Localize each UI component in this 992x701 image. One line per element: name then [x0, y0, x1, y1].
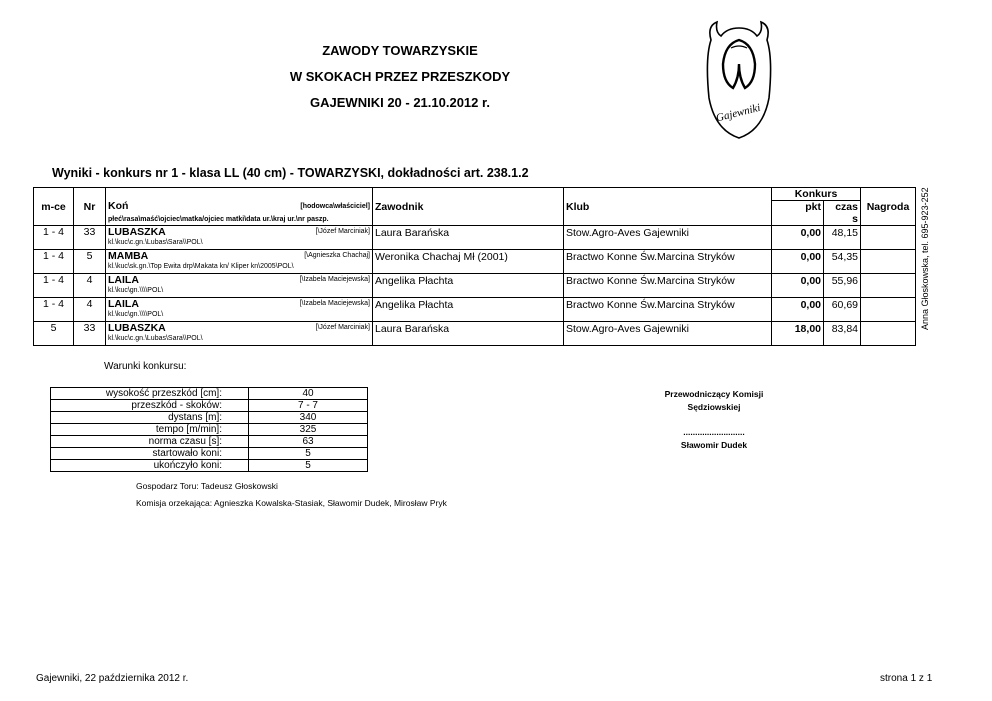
cell-horse-details: kl.\kuc\gn.\\\\POL\	[108, 287, 164, 294]
conditions-row	[51, 400, 368, 412]
condition-value: 63	[249, 436, 368, 448]
condition-key: dystans [m]:	[51, 412, 249, 424]
condition-key: startowało koni:	[51, 448, 249, 460]
page-number: strona 1 z 1	[880, 673, 933, 684]
title-line-2: W SKOKACH PRZEZ PRZESZKODY	[289, 69, 511, 84]
cell-horse-name: MAMBA	[108, 250, 149, 262]
cell-horse-name: LAILA	[108, 274, 139, 286]
condition-value: 5	[249, 448, 368, 460]
header-rider: Zawodnik	[373, 188, 564, 226]
cell-club: Bractwo Konne Św.Marcina Stryków	[564, 250, 772, 274]
cell-horse-name: LUBASZKA	[108, 322, 166, 334]
cell-horse-name: LAILA	[108, 298, 139, 310]
cell-place: 1 - 4	[34, 226, 74, 250]
cell-czas: 60,69	[824, 298, 861, 322]
results-table	[33, 187, 916, 346]
table-row	[34, 226, 916, 250]
header-nr: Nr	[74, 188, 106, 226]
cell-pkt: 18,00	[772, 322, 824, 346]
cell-czas: 55,96	[824, 274, 861, 298]
conditions-row	[51, 436, 368, 448]
cell-horse	[106, 226, 373, 250]
document-title	[250, 38, 550, 116]
cell-prize	[861, 322, 916, 346]
header-club: Klub	[564, 188, 772, 226]
header-prize: Nagroda	[861, 188, 916, 226]
cell-place: 1 - 4	[34, 274, 74, 298]
cell-czas: 48,15	[824, 226, 861, 250]
cell-owner: [\Izabela Maciejewska]	[299, 276, 370, 283]
cell-pkt: 0,00	[772, 250, 824, 274]
cell-place: 1 - 4	[34, 250, 74, 274]
condition-value: 5	[249, 460, 368, 472]
cell-horse-details: kl.\kuc\c.gn.\Lubas\Sara\\POL\	[108, 239, 203, 246]
cell-nr: 5	[74, 250, 106, 274]
header-czas-unit: s	[852, 213, 858, 225]
header-breeder-owner: [hodowca\właściciel]	[300, 203, 370, 210]
header-konkurs: Konkurs	[772, 188, 861, 201]
chair-signature	[648, 388, 780, 452]
cell-owner: [\Józef Marciniak]	[315, 324, 370, 331]
title-line-3: GAJEWNIKI 20 - 21.10.2012 r.	[310, 95, 490, 110]
cell-horse-details: kl.\kuc\c.gn.\Lubas\Sara\\POL\	[108, 335, 203, 342]
header-czas-label: czas	[835, 201, 858, 213]
signature-dots: ..........................	[683, 427, 745, 437]
cell-horse	[106, 250, 373, 274]
cell-czas: 83,84	[824, 322, 861, 346]
table-row	[34, 250, 916, 274]
cell-nr: 4	[74, 298, 106, 322]
header-horse	[106, 188, 373, 226]
conditions-table	[50, 387, 368, 472]
cell-horse-details: kl.\kuc\sk.gn.\Top Ewita drp\Makata kn/ Kliper kn\2005\POL\	[108, 263, 294, 270]
cell-pkt: 0,00	[772, 298, 824, 322]
condition-key: wysokość przeszkód [cm]:	[51, 388, 249, 400]
cell-horse-details: kl.\kuc\gn.\\\\POL\	[108, 311, 164, 318]
condition-key: ukończyło koni:	[51, 460, 249, 472]
cell-horse-name: LUBASZKA	[108, 226, 166, 238]
condition-value: 7 - 7	[249, 400, 368, 412]
cell-rider: Angelika Płachta	[373, 298, 564, 322]
cell-czas: 54,35	[824, 250, 861, 274]
cell-rider: Weronika Chachaj Mł (2001)	[373, 250, 564, 274]
course-host: Gospodarz Toru: Tadeusz Głoskowski	[136, 481, 278, 491]
cell-rider: Laura Barańska	[373, 322, 564, 346]
header-horse-label: Koń	[108, 200, 129, 212]
cell-place: 5	[34, 322, 74, 346]
cell-prize	[861, 274, 916, 298]
place-date: Gajewniki, 22 października 2012 r.	[36, 673, 189, 684]
competition-title: Wyniki - konkurs nr 1 - klasa LL (40 cm) - TOWARZYSKI, dokładności art. 238.1.2	[52, 166, 529, 180]
cell-owner: [\Agnieszka Chachaj]	[304, 252, 370, 259]
chair-name: Sławomir Dudek	[680, 440, 748, 450]
title-line-1: ZAWODY TOWARZYSKIE	[322, 43, 478, 58]
cell-rider: Angelika Płachta	[373, 274, 564, 298]
table-row	[34, 274, 916, 298]
cell-club: Bractwo Konne Św.Marcina Stryków	[564, 274, 772, 298]
cell-nr: 33	[74, 226, 106, 250]
cell-nr: 4	[74, 274, 106, 298]
cell-prize	[861, 226, 916, 250]
condition-key: tempo [m/min]:	[51, 424, 249, 436]
gajewniki-logo	[703, 18, 775, 140]
cell-owner: [\Józef Marciniak]	[315, 228, 370, 235]
conditions-row	[51, 388, 368, 400]
conditions-row	[51, 412, 368, 424]
conditions-label: Warunki konkursu:	[104, 361, 187, 372]
cell-horse	[106, 322, 373, 346]
cell-place: 1 - 4	[34, 298, 74, 322]
table-row	[34, 322, 916, 346]
logo-text: Gajewniki	[714, 101, 762, 125]
side-contact: Anna Głoskowska, tel. 695-923-252	[920, 187, 930, 330]
cell-nr: 33	[74, 322, 106, 346]
condition-key: przeszkód - skoków:	[51, 400, 249, 412]
condition-key: norma czasu [s]:	[51, 436, 249, 448]
table-row	[34, 298, 916, 322]
condition-value: 325	[249, 424, 368, 436]
header-pkt: pkt	[772, 201, 824, 226]
header-czas	[824, 201, 861, 226]
cell-horse	[106, 298, 373, 322]
condition-value: 340	[249, 412, 368, 424]
conditions-row	[51, 460, 368, 472]
chair-title-line-1: Przewodniczący Komisji	[664, 389, 764, 399]
judging-commission: Komisja orzekająca: Agnieszka Kowalska-Stasiak, Sławomir Dudek, Mirosław Pryk	[136, 498, 447, 508]
cell-pkt: 0,00	[772, 274, 824, 298]
cell-owner: [\Izabela Maciejewska]	[299, 300, 370, 307]
cell-prize	[861, 250, 916, 274]
cell-horse	[106, 274, 373, 298]
cell-club: Bractwo Konne Św.Marcina Stryków	[564, 298, 772, 322]
condition-value: 40	[249, 388, 368, 400]
header-place: m-ce	[34, 188, 74, 226]
cell-club: Stow.Agro-Aves Gajewniki	[564, 322, 772, 346]
cell-pkt: 0,00	[772, 226, 824, 250]
cell-prize	[861, 298, 916, 322]
cell-rider: Laura Barańska	[373, 226, 564, 250]
cell-club: Stow.Agro-Aves Gajewniki	[564, 226, 772, 250]
conditions-row	[51, 424, 368, 436]
conditions-row	[51, 448, 368, 460]
chair-title-line-2: Sędziowskiej	[687, 402, 741, 412]
header-horse-details: płeć\rasa\maść\ojciec\matka/ojciec matki\data ur.\kraj ur.\nr paszp.	[108, 216, 329, 223]
